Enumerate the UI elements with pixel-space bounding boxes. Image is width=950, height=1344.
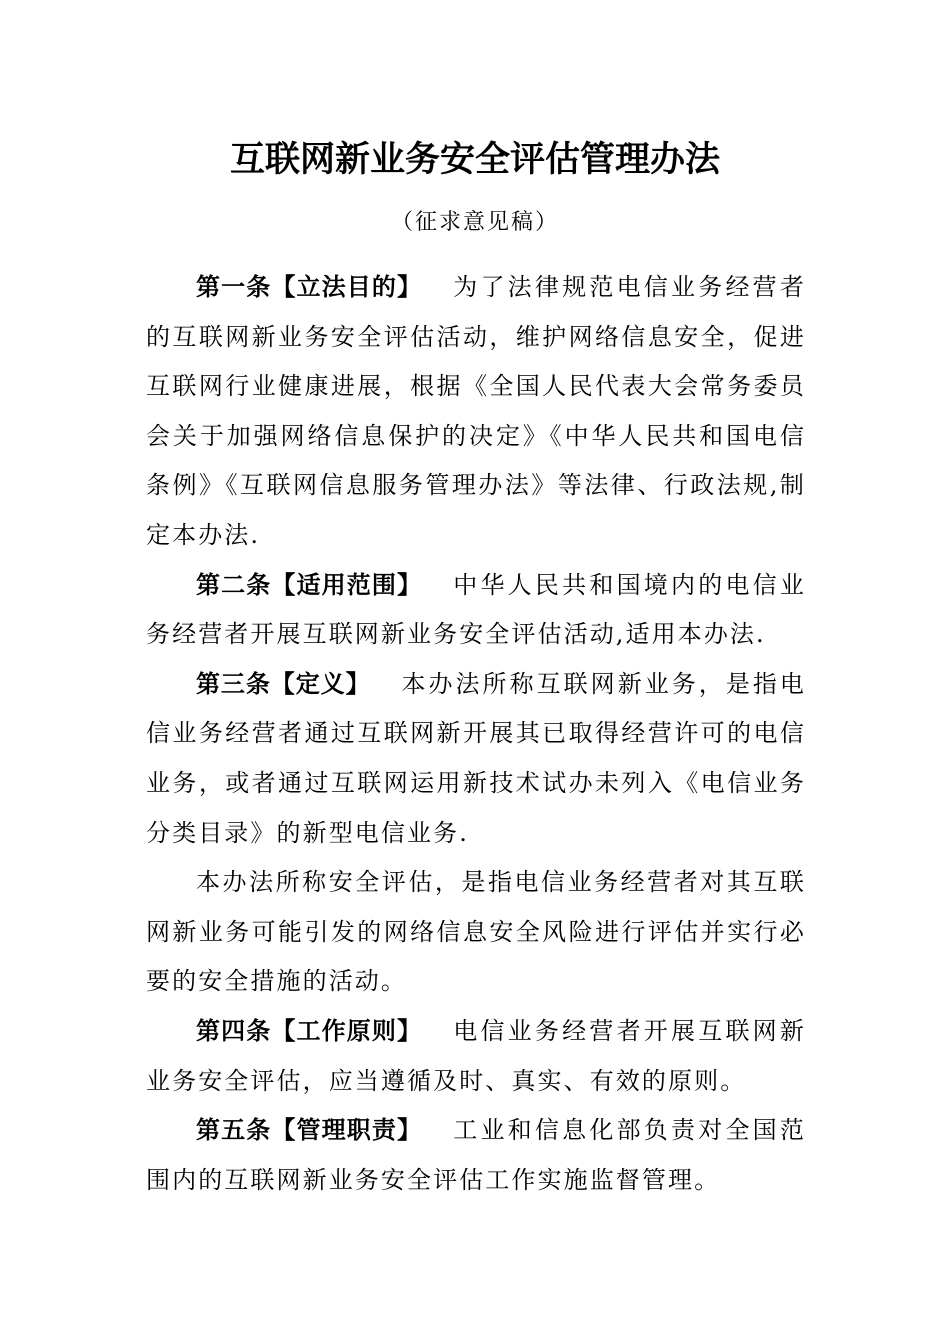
document-title: 互联网新业务安全评估管理办法 xyxy=(229,139,720,180)
document-subtitle: （征求意见稿） xyxy=(390,210,559,235)
article-heading: 第五条【管理职责】 xyxy=(196,1116,423,1145)
article-3 xyxy=(146,660,806,858)
article-text: 工业和信息化部负责对全国范围内的互联网新业务安全评估工作实施监督管理。 xyxy=(146,1116,806,1194)
article-4 xyxy=(146,1007,806,1106)
article-heading: 第二条【适用范围】 xyxy=(196,570,423,599)
article-text: 电信业务经营者开展互联网新业务安全评估，应当遵循及时、真实、有效的原则。 xyxy=(146,1016,806,1095)
article-heading: 第三条【定义】 xyxy=(196,669,371,698)
article-text: 本办法所称安全评估，是指电信业务经营者对其互联网新业务可能引发的网络信息安全风险进行评估并实行必要的安全措施的活动。 xyxy=(146,868,806,996)
article-1 xyxy=(146,263,806,561)
article-2 xyxy=(146,561,806,660)
article-text: 为了法律规范电信业务经营者的互联网新业务安全评估活动，维护网络信息安全，促进互联网行业健康进展，根据《全国人民代表大会常务委员会关于加强网络信息保护的决定》《中华人民共和国电信条例》《互联网信息服务管理办法》等法律、行政法规,制定本办法. xyxy=(146,273,806,549)
article-3-paragraph-2 xyxy=(146,858,806,1007)
article-text: 本办法所称互联网新业务，是指电信业务经营者通过互联网新开展其已取得经营许可的电信业务，或者通过互联网运用新技术试办未列入《电信业务分类目录》的新型电信业务. xyxy=(146,669,807,847)
document-body xyxy=(146,263,806,1205)
article-text: 中华人民共和国境内的电信业务经营者开展互联网新业务安全评估活动,适用本办法. xyxy=(146,570,806,649)
article-heading: 第四条【工作原则】 xyxy=(196,1016,423,1045)
article-heading: 第一条【立法目的】 xyxy=(196,273,423,301)
article-5 xyxy=(146,1106,806,1205)
